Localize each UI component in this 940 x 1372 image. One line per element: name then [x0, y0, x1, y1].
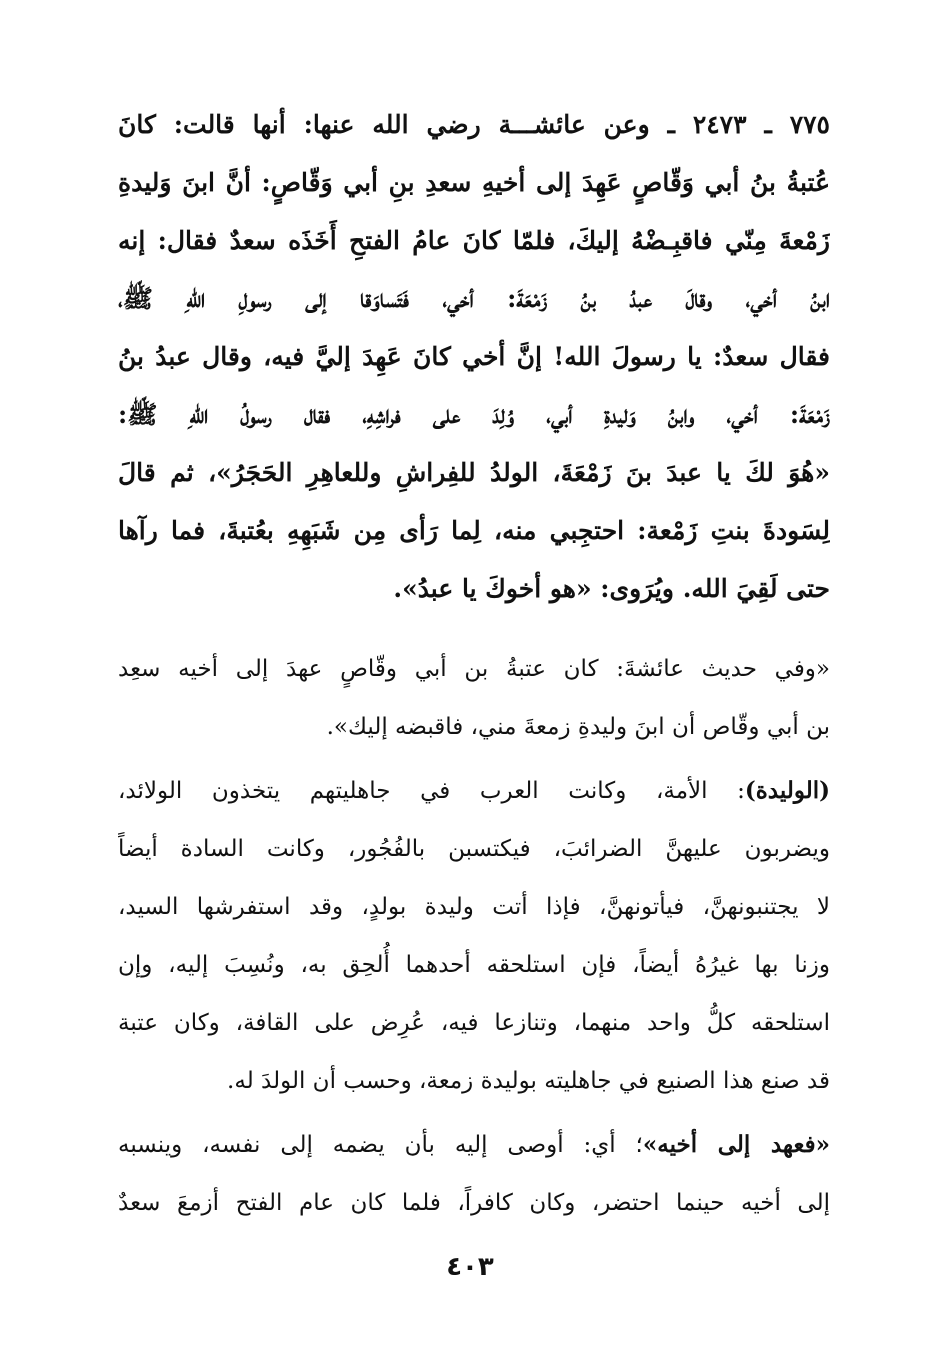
hadith-text	[118, 96, 830, 618]
commentary	[118, 640, 830, 1232]
term-walida: (الوليدة)	[744, 777, 830, 804]
commentary-line: قد صنع هذا الصنيع في جاهليته بوليدة زمعة، وحسب أن الولدَ له.	[227, 1068, 830, 1094]
page-number: ٤٠٣	[446, 1252, 494, 1282]
commentary-line: بن أبي وقّاص أن ابنَ وليدةِ زمعةَ مني، فاقبضه إليك».	[326, 714, 830, 740]
hadith-line: ابنُ أخي، وقالَ عبدُ بنُ زَمْعَةَ: أخي، فَتَساوَقا إلى رسولِ اللهِ ﷺ،	[118, 284, 830, 313]
term-definition: : الأمة، وكانت العرب في جاهليتهم يتخذون الولائد،	[118, 778, 745, 804]
commentary-paragraph-1	[118, 640, 830, 756]
hadith-line: عُتبةُ بنُ أبي وَقّاصٍ عَهِدَ إلى أخيهِ سعدِ بنِ أبي وَقّاصٍ: أنَّ ابنَ وَليدةِ	[118, 168, 830, 197]
term-ahida: «فعهد إلى أخيه»	[642, 1131, 830, 1158]
hadith-line: زَمْعَةَ: أخي، وابنُ وَليدةِ أبي، وُلِدَ على فراشِهِ، فقال رسولُ اللهِ ﷺ:	[118, 400, 830, 429]
hadith-line: ٧٧٥ ـ ٢٤٧٣ ـ وعن عائشـــة رضي الله عنها: أنها قالت: كانَ	[118, 110, 830, 139]
commentary-line: إلى أخيه حينما احتضر، وكان كافراً، فلما كان عام الفتح أزمعَ سعدٌ	[118, 1190, 830, 1216]
hadith-line: حتى لَقِيَ الله. ويُرَوى: «هو أخوكَ يا عبدُ».	[393, 574, 830, 603]
commentary-paragraph-3	[118, 1116, 830, 1232]
hadith-line: لِسَودةَ بنتِ زَمْعة: احتجِبي منه، لِما رَأى مِن شَبَهِهِ بعُتبةَ، فما رآها	[118, 516, 830, 545]
page-body	[118, 96, 830, 1232]
commentary-line: استلحقه كلُّ واحد منهما، وتنازعا فيه، عُرِض على القافة، وكان عتبة	[118, 1010, 830, 1036]
hadith-line: زَمْعةَ مِنّي فاقبِـضْهُ إليكَ، فلمّا كانَ عامُ الفتحِ أَخَذَه سعدٌ فقال: إنه	[118, 226, 830, 255]
commentary-line	[118, 1116, 830, 1174]
hadith-line: «هُوَ لكَ يا عبدَ بنَ زَمْعَةَ، الولدُ للفِراشِ وللعاهِرِ الحَجَرُ»، ثم قالَ	[118, 458, 830, 487]
commentary-line: ويضربون عليهنَّ الضرائبَ، فيكتسبن بالفُجُور، وكانت السادة أيضاً	[118, 836, 830, 862]
commentary-line: «وفي حديث عائشةَ: كان عتبةُ بن أبي وقّاصٍ عهدَ إلى أخيه سعِد	[118, 656, 830, 682]
commentary-line: وزنا بها غيرُهُ أيضاً، فإن استلحقه أحدهما أُلحِق به، ونُسِبَ إليه، وإن	[118, 952, 830, 978]
commentary-paragraph-2	[118, 762, 830, 1110]
term-definition: ؛ أي: أوصى إليه بأن يضمه إلى نفسه، وينسبه	[118, 1132, 643, 1158]
commentary-line: لا يجتنبونهنَّ، فيأتونهنَّ، فإذا أتت وليدة بولدٍ، وقد استفرشها السيد،	[118, 894, 830, 920]
commentary-line	[118, 762, 830, 820]
hadith-line: فقال سعدٌ: يا رسولَ الله! إنَّ أخي كانَ عَهِدَ إليَّ فيه، وقال عبدُ بنُ	[118, 342, 830, 371]
